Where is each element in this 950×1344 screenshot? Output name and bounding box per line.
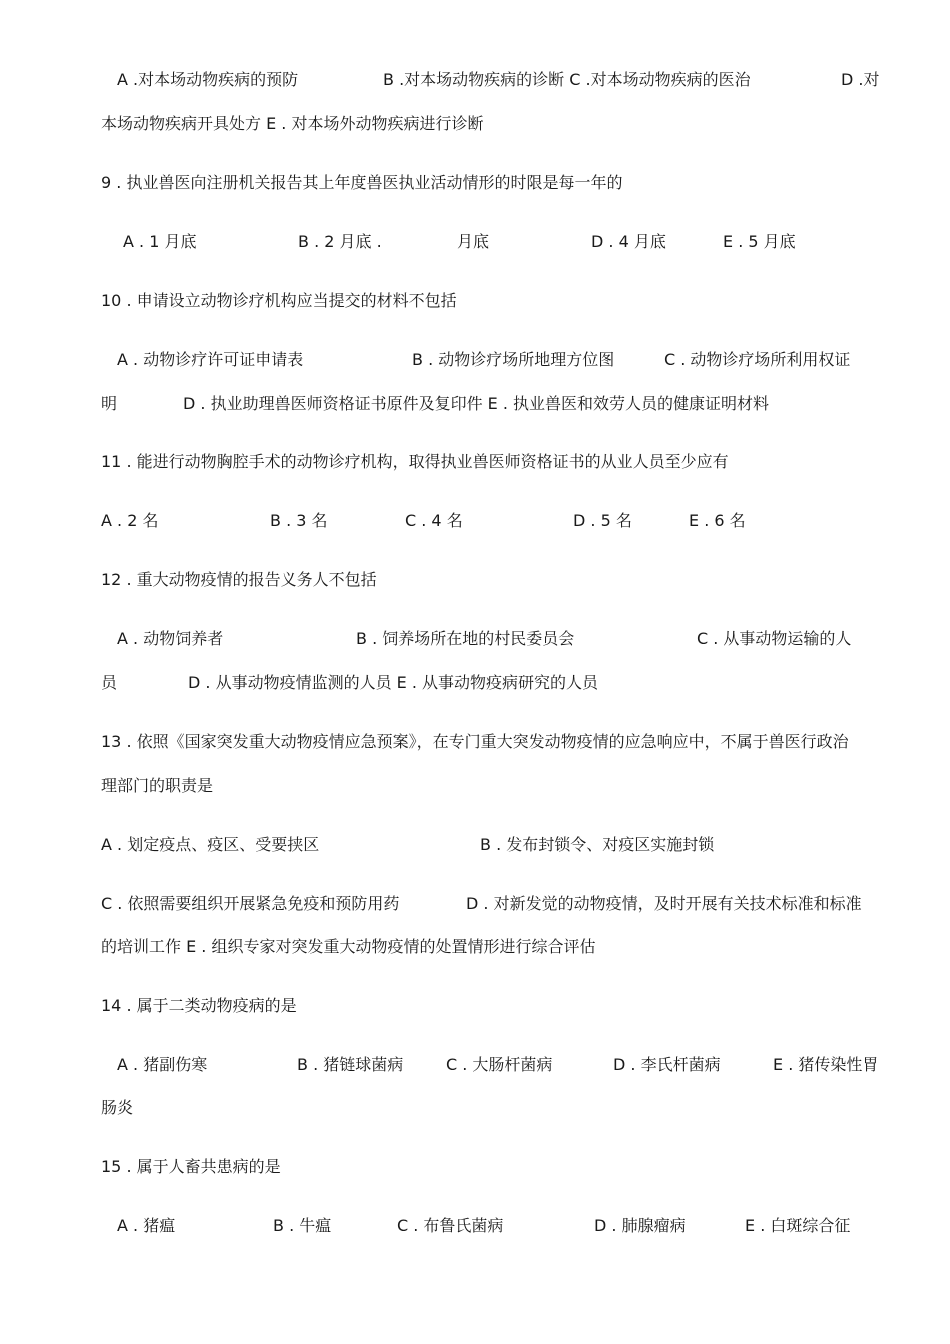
q15-stem: 15 . 属于人畜共患病的是 xyxy=(101,1157,281,1176)
q12-option-d-e: D . 从事动物疫情监测的人员 E . 从事动物疫病研究的人员 xyxy=(188,673,599,692)
q11-stem: 11 . 能进行动物胸腔手术的动物诊疗机构，取得执业兽医师资格证书的从业人员至少应有 xyxy=(101,452,729,471)
q15-option-d: D . 肺腺瘤病 xyxy=(594,1216,686,1235)
q13-stem-line-2: 理部门的职责是 xyxy=(101,776,214,795)
q13-option-c: C . 依照需要组织开展紧急免疫和预防用药 xyxy=(101,894,400,913)
q10-continuation: 明 xyxy=(101,394,118,413)
q13-option-d: D . 对新发觉的动物疫情，及时开展有关技术标准和标准 xyxy=(466,894,862,913)
q9-option-a: A . 1 月底 xyxy=(123,232,197,251)
q11-option-b: B . 3 名 xyxy=(270,511,328,530)
q13-option-b: B . 发布封锁令、对疫区实施封锁 xyxy=(480,835,715,854)
q11-option-a: A . 2 名 xyxy=(101,511,159,530)
q15-option-e: E . 白斑综合征 xyxy=(745,1216,851,1235)
q14-option-d: D . 李氏杆菌病 xyxy=(613,1055,721,1074)
q13-continuation: 的培训工作 E . 组织专家对突发重大动物疫情的处置情形进行综合评估 xyxy=(101,937,596,956)
q8-option-a: A .对本场动物疾病的预防 xyxy=(117,70,299,89)
q12-continuation: 员 xyxy=(101,673,118,692)
q14-option-e: E . 猪传染性胃 xyxy=(773,1055,879,1074)
q12-option-a: A . 动物饲养者 xyxy=(117,629,224,648)
q8-option-b-c: B .对本场动物疾病的诊断 C .对本场动物疾病的医治 xyxy=(383,70,751,89)
q8-option-d: D .对 xyxy=(841,70,880,89)
q15-option-a: A . 猪瘟 xyxy=(117,1216,176,1235)
q10-stem: 10 . 申请设立动物诊疗机构应当提交的材料不包括 xyxy=(101,291,457,310)
q9-option-c: 月底 xyxy=(457,232,490,251)
q14-option-b: B . 猪链球菌病 xyxy=(297,1055,404,1074)
q8-continuation: 本场动物疾病开具处方 E . 对本场外动物疾病进行诊断 xyxy=(101,114,484,133)
q10-option-c: C . 动物诊疗场所利用权证 xyxy=(664,350,851,369)
q13-stem-line-1: 13 . 依照《国家突发重大动物疫情应急预案》，在专门重大突发动物疫情的应急响应中，不属于兽医行政治 xyxy=(101,732,849,751)
q14-continuation: 肠炎 xyxy=(101,1098,134,1117)
q12-stem: 12 . 重大动物疫情的报告义务人不包括 xyxy=(101,570,377,589)
q13-option-a: A . 划定疫点、疫区、受要挟区 xyxy=(101,835,320,854)
q15-option-c: C . 布鲁氏菌病 xyxy=(397,1216,504,1235)
q11-option-e: E . 6 名 xyxy=(689,511,746,530)
q14-option-c: C . 大肠杆菌病 xyxy=(446,1055,553,1074)
q10-option-d-e: D . 执业助理兽医师资格证书原件及复印件 E . 执业兽医和效劳人员的健康证明材料 xyxy=(183,394,770,413)
q10-option-a: A . 动物诊疗许可证申请表 xyxy=(117,350,304,369)
q9-option-b: B . 2 月底 . xyxy=(298,232,382,251)
q9-option-e: E . 5 月底 xyxy=(723,232,796,251)
q11-option-c: C . 4 名 xyxy=(405,511,463,530)
q12-option-c: C . 从事动物运输的人 xyxy=(697,629,852,648)
q14-stem: 14 . 属于二类动物疫病的是 xyxy=(101,996,297,1015)
q10-option-b: B . 动物诊疗场所地理方位图 xyxy=(412,350,615,369)
q15-option-b: B . 牛瘟 xyxy=(273,1216,332,1235)
q11-option-d: D . 5 名 xyxy=(573,511,632,530)
q9-stem: 9 . 执业兽医向注册机关报告其上年度兽医执业活动情形的时限是每一年的 xyxy=(101,173,623,192)
q9-option-d: D . 4 月底 xyxy=(591,232,666,251)
q12-option-b: B . 饲养场所在地的村民委员会 xyxy=(356,629,575,648)
q14-option-a: A . 猪副伤寒 xyxy=(117,1055,208,1074)
